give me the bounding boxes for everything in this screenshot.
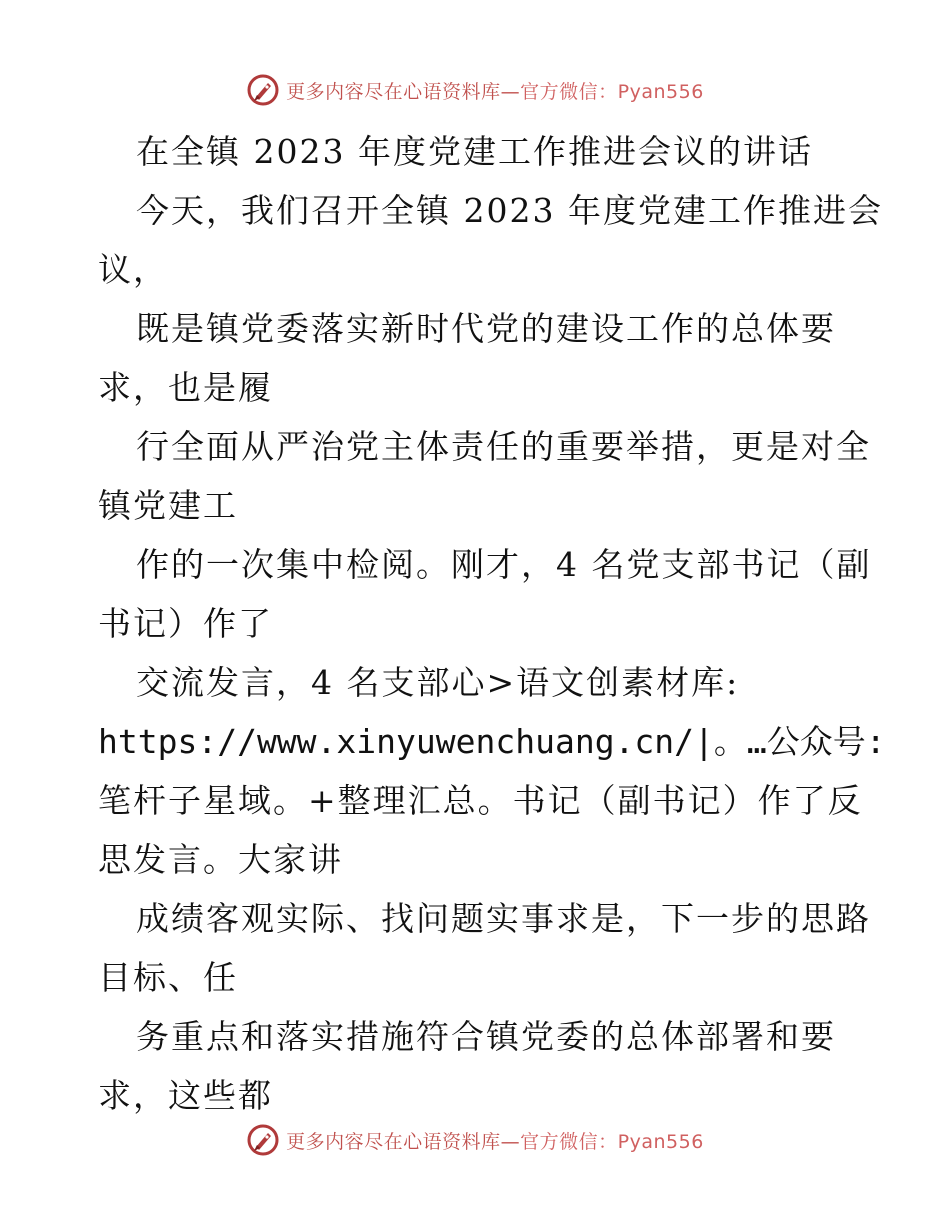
paragraph-line: 作的一次集中检阅。刚才，4 名党支部书记（副 <box>136 545 872 584</box>
paragraph-line: 书记）作了 <box>98 604 273 643</box>
paragraph-line: 成绩客观实际、找问题实事求是，下一步的思路 <box>136 899 871 938</box>
banner-separator: — <box>500 80 521 103</box>
footer-watermark-banner <box>0 1120 950 1160</box>
paragraph-line: 笔杆子星域。+整理汇总。书记（副书记）作了反 <box>98 781 863 820</box>
banner-main-text: 更多内容尽在心语资料库 <box>286 80 501 103</box>
document-title: 在全镇 2023 年度党建工作推进会议的讲话 <box>136 132 813 171</box>
url-line: https://www.xinyuwenchuang.cn/|。…公众号: <box>98 722 886 761</box>
paragraph-line: 目标、任 <box>98 958 238 997</box>
paragraph-line: 镇党建工 <box>98 486 238 525</box>
banner-main-text: 更多内容尽在心语资料库 <box>286 1130 501 1153</box>
paragraph-line: 求，也是履 <box>98 368 273 407</box>
banner-wechat-text: 官方微信：Pyan556 <box>520 1130 704 1153</box>
paragraph-line: 今天，我们召开全镇 2023 年度党建工作推进会 <box>136 191 883 230</box>
header-watermark-banner <box>0 70 950 110</box>
banner-wechat-text: 官方微信：Pyan556 <box>520 80 704 103</box>
banner-separator: — <box>500 1130 521 1153</box>
paragraph-line: 既是镇党委落实新时代党的建设工作的总体要 <box>136 309 836 348</box>
paragraph-line: 思发言。大家讲 <box>98 840 343 879</box>
paragraph-line: 务重点和落实措施符合镇党委的总体部署和要 <box>136 1017 836 1056</box>
banner-text <box>286 1127 704 1154</box>
pen-nib-logo-icon <box>246 73 280 107</box>
paragraph-line: 议， <box>98 250 168 289</box>
banner-text <box>286 77 704 104</box>
paragraph-line: 求，这些都 <box>98 1076 273 1115</box>
document-body <box>98 122 886 1125</box>
paragraph-line: 交流发言，4 名支部心>语文创素材库: <box>136 663 740 702</box>
paragraph-line: 行全面从严治党主体责任的重要举措，更是对全 <box>136 427 871 466</box>
pen-nib-logo-icon <box>246 1123 280 1157</box>
